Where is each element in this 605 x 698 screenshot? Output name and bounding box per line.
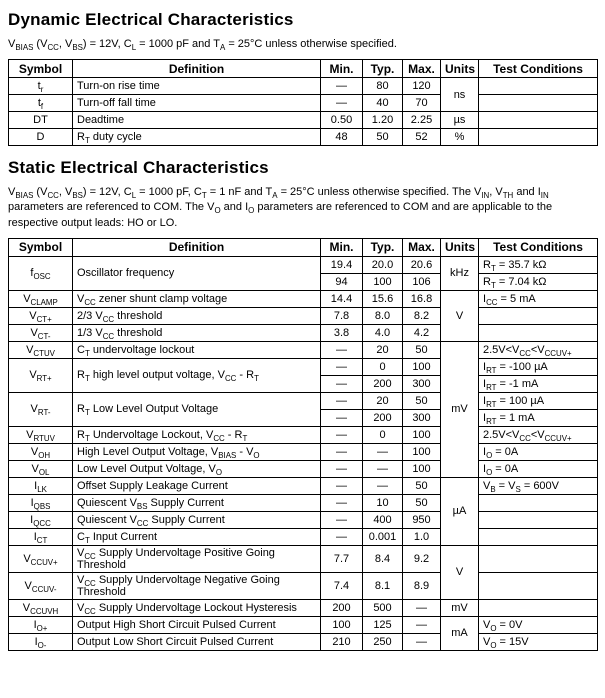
section-title: Dynamic Electrical Characteristics <box>8 10 294 29</box>
min-cell: 48 <box>321 129 363 146</box>
typ-cell: 40 <box>363 95 403 112</box>
max-cell: 9.2 <box>403 545 441 572</box>
test-conditions-cell: $2.5V<V_{CC}<V_{CCUV+}$ <box>479 341 598 358</box>
table-row <box>9 443 598 460</box>
typ-cell: 0 <box>363 358 403 375</box>
max-cell: 100 <box>403 460 441 477</box>
definition-cell: $V_{CC}$ Supply Undervoltage Negative Going Threshold <box>73 572 321 599</box>
header-definition: Definition <box>73 60 321 78</box>
symbol-cell: D <box>9 129 73 146</box>
header-max: Max. <box>403 60 441 78</box>
min-cell: — <box>321 528 363 545</box>
symbol-cell: $I_{O+}$ <box>9 616 73 633</box>
typ-cell: 80 <box>363 78 403 95</box>
table-row <box>9 129 598 146</box>
definition-cell: $V_{CC}$ zener shunt clamp voltage <box>73 290 321 307</box>
symbol-cell: $V_{RTUV}$ <box>9 426 73 443</box>
min-cell: 19.4 <box>321 256 363 273</box>
definition-cell: Offset Supply Leakage Current <box>73 477 321 494</box>
table-row <box>9 633 598 650</box>
symbol-cell: $V_{CTUV}$ <box>9 341 73 358</box>
min-cell: — <box>321 460 363 477</box>
static-characteristics-table <box>8 238 598 651</box>
symbol-cell: $V_{OH}$ <box>9 443 73 460</box>
units-cell: mV <box>441 341 479 477</box>
table-row <box>9 545 598 572</box>
symbol-cell: $t_r$ <box>9 78 73 95</box>
min-cell: 94 <box>321 273 363 290</box>
header-symbol: Symbol <box>9 238 73 256</box>
min-cell: 7.4 <box>321 572 363 599</box>
symbol-cell: $I_{LK}$ <box>9 477 73 494</box>
typ-cell: 8.1 <box>363 572 403 599</box>
max-cell: 100 <box>403 443 441 460</box>
header-units: Units <box>441 238 479 256</box>
table-row <box>9 511 598 528</box>
units-cell: mV <box>441 599 479 616</box>
test-conditions-cell: $2.5V<V_{CC}<V_{CCUV+}$ <box>479 426 598 443</box>
min-cell: — <box>321 375 363 392</box>
definition-cell: $R_T$ duty cycle <box>73 129 321 146</box>
table-header-row <box>9 238 598 256</box>
test-conditions-cell: $I_O = 0A$ <box>479 443 598 460</box>
typ-cell: 200 <box>363 375 403 392</box>
test-conditions-cell: $I_{CC} = 5$ mA <box>479 290 598 307</box>
min-cell: — <box>321 78 363 95</box>
max-cell: 50 <box>403 392 441 409</box>
definition-cell: $V_{CC}$ Supply Undervoltage Lockout Hysteresis <box>73 599 321 616</box>
table-row <box>9 616 598 633</box>
table-row <box>9 78 598 95</box>
table-row <box>9 95 598 112</box>
test-conditions-cell: $I_{RT} = -100$ µA <box>479 358 598 375</box>
test-conditions-cell: $V_B = V_S = 600V$ <box>479 477 598 494</box>
table-body <box>9 256 598 650</box>
symbol-cell: $f_{OSC}$ <box>9 256 73 290</box>
test-conditions-cell <box>479 528 598 545</box>
table-row <box>9 112 598 129</box>
table-row <box>9 477 598 494</box>
definition-cell: $V_{CC}$ Supply Undervoltage Positive Going Threshold <box>73 545 321 572</box>
test-conditions-cell <box>479 494 598 511</box>
max-cell: 50 <box>403 494 441 511</box>
definition-cell: Output Low Short Circuit Pulsed Current <box>73 633 321 650</box>
symbol-cell: $V_{CCUVH}$ <box>9 599 73 616</box>
min-cell: — <box>321 477 363 494</box>
symbol-cell: $V_{CT+}$ <box>9 307 73 324</box>
definition-cell: $R_T$ Low Level Output Voltage <box>73 392 321 426</box>
typ-cell: 500 <box>363 599 403 616</box>
datasheet-page <box>8 10 597 651</box>
table-row <box>9 324 598 341</box>
max-cell: — <box>403 599 441 616</box>
header-definition: Definition <box>73 238 321 256</box>
min-cell: 200 <box>321 599 363 616</box>
typ-cell: 15.6 <box>363 290 403 307</box>
max-cell: 100 <box>403 426 441 443</box>
header-symbol: Symbol <box>9 60 73 78</box>
section-note: $V_{BIAS}$ ($V_{CC}$, $V_{BS}) = 12V$, $C_L = 1000$ pF and $T_A = 25^\circ C$ unless otherwise specified. <box>8 38 397 53</box>
max-cell: 50 <box>403 341 441 358</box>
typ-cell: 200 <box>363 409 403 426</box>
max-cell: 8.2 <box>403 307 441 324</box>
min-cell: 210 <box>321 633 363 650</box>
header-typ: Typ. <box>363 238 403 256</box>
symbol-cell: $V_{RT-}$ <box>9 392 73 426</box>
table-row <box>9 307 598 324</box>
typ-cell: 400 <box>363 511 403 528</box>
test-conditions-cell <box>479 511 598 528</box>
max-cell: 300 <box>403 375 441 392</box>
test-conditions-cell: $I_{RT} = 1$ mA <box>479 409 598 426</box>
test-conditions-cell <box>479 307 598 324</box>
definition-cell: $R_T$ high level output voltage, $V_{CC} - R_T$ <box>73 358 321 392</box>
test-conditions-cell <box>479 572 598 599</box>
header-min: Min. <box>321 60 363 78</box>
header-units: Units <box>441 60 479 78</box>
symbol-cell: DT <box>9 112 73 129</box>
table-row <box>9 256 598 273</box>
test-conditions-cell <box>479 129 598 146</box>
max-cell: 2.25 <box>403 112 441 129</box>
min-cell: — <box>321 443 363 460</box>
min-cell: 100 <box>321 616 363 633</box>
max-cell: 4.2 <box>403 324 441 341</box>
test-conditions-cell <box>479 545 598 572</box>
test-conditions-cell: $R_T = 7.04$ kΩ <box>479 273 598 290</box>
min-cell: — <box>321 409 363 426</box>
test-conditions-cell: $I_O = 0A$ <box>479 460 598 477</box>
test-conditions-cell: $V_O = 15V$ <box>479 633 598 650</box>
definition-cell: Quiescent $V_{CC}$ Supply Current <box>73 511 321 528</box>
typ-cell: 125 <box>363 616 403 633</box>
units-cell: kHz <box>441 256 479 290</box>
max-cell: 8.9 <box>403 572 441 599</box>
units-cell: µA <box>441 477 479 545</box>
typ-cell: 8.0 <box>363 307 403 324</box>
max-cell: 950 <box>403 511 441 528</box>
static-characteristics-section <box>8 158 597 651</box>
max-cell: 50 <box>403 477 441 494</box>
table-row <box>9 290 598 307</box>
definition-cell: $C_T$ undervoltage lockout <box>73 341 321 358</box>
max-cell: 20.6 <box>403 256 441 273</box>
typ-cell: 20.0 <box>363 256 403 273</box>
typ-cell: 10 <box>363 494 403 511</box>
min-cell: 7.8 <box>321 307 363 324</box>
max-cell: 1.0 <box>403 528 441 545</box>
units-cell: µs <box>441 112 479 129</box>
min-cell: — <box>321 95 363 112</box>
typ-cell: — <box>363 443 403 460</box>
test-conditions-cell: $I_{RT} = -1$ mA <box>479 375 598 392</box>
typ-cell: — <box>363 477 403 494</box>
table-header-row <box>9 60 598 78</box>
typ-cell: 20 <box>363 392 403 409</box>
definition-cell: Low Level Output Voltage, $V_O$ <box>73 460 321 477</box>
test-conditions-cell <box>479 78 598 95</box>
definition-cell: $C_T$ Input Current <box>73 528 321 545</box>
header-max: Max. <box>403 238 441 256</box>
symbol-cell: $V_{CLAMP}$ <box>9 290 73 307</box>
units-cell: V <box>441 290 479 341</box>
table-row <box>9 460 598 477</box>
min-cell: — <box>321 511 363 528</box>
symbol-cell: $I_{QCC}$ <box>9 511 73 528</box>
test-conditions-cell <box>479 95 598 112</box>
symbol-cell: $V_{CCUV+}$ <box>9 545 73 572</box>
max-cell: 120 <box>403 78 441 95</box>
min-cell: 14.4 <box>321 290 363 307</box>
definition-cell: High Level Output Voltage, $V_{BIAS} - V_O$ <box>73 443 321 460</box>
symbol-cell: $V_{CT-}$ <box>9 324 73 341</box>
definition-cell: Oscillator frequency <box>73 256 321 290</box>
test-conditions-cell <box>479 599 598 616</box>
definition-cell: Deadtime <box>73 112 321 129</box>
min-cell: — <box>321 392 363 409</box>
table-row <box>9 572 598 599</box>
test-conditions-cell: $I_{RT} = 100$ µA <box>479 392 598 409</box>
min-cell: 3.8 <box>321 324 363 341</box>
definition-cell: Output High Short Circuit Pulsed Current <box>73 616 321 633</box>
max-cell: 16.8 <box>403 290 441 307</box>
min-cell: 0.50 <box>321 112 363 129</box>
units-cell: V <box>441 545 479 599</box>
definition-cell: $R_T$ Undervoltage Lockout, $V_{CC} - R_T$ <box>73 426 321 443</box>
test-conditions-cell: $R_T = 35.7$ kΩ <box>479 256 598 273</box>
table-row <box>9 341 598 358</box>
section-note: $V_{BIAS}$ ($V_{CC}$, $V_{BS}) = 12V$, $C_L = 1000$ pF, $C_T = 1$ nF and $T_A = 25^\circ C$ unless otherwise specified. The $V_{IN}$, $V_{TH}$ and $I_{IN}$ parameters are referenced to COM. The $V_O$ and $I_O$ parameters are referenced to COM and are applicable to the respective output leads: HO or LO. <box>8 186 553 229</box>
symbol-cell: $I_{O-}$ <box>9 633 73 650</box>
min-cell: 7.7 <box>321 545 363 572</box>
units-cell: ns <box>441 78 479 112</box>
definition-cell: Turn-off fall time <box>73 95 321 112</box>
section-title: Static Electrical Characteristics <box>8 158 269 178</box>
units-cell: mA <box>441 616 479 650</box>
test-conditions-cell <box>479 324 598 341</box>
typ-cell: — <box>363 460 403 477</box>
min-cell: — <box>321 426 363 443</box>
table-row <box>9 494 598 511</box>
definition-cell: Turn-on rise time <box>73 78 321 95</box>
typ-cell: 4.0 <box>363 324 403 341</box>
min-cell: — <box>321 494 363 511</box>
typ-cell: 0.001 <box>363 528 403 545</box>
max-cell: 106 <box>403 273 441 290</box>
symbol-cell: $I_{QBS}$ <box>9 494 73 511</box>
symbol-cell: $V_{OL}$ <box>9 460 73 477</box>
typ-cell: 100 <box>363 273 403 290</box>
header-typ: Typ. <box>363 60 403 78</box>
max-cell: — <box>403 633 441 650</box>
dynamic-characteristics-section <box>8 10 597 146</box>
typ-cell: 250 <box>363 633 403 650</box>
table-row <box>9 528 598 545</box>
symbol-cell: $I_{CT}$ <box>9 528 73 545</box>
definition-cell: Quiescent $V_{BS}$ Supply Current <box>73 494 321 511</box>
symbol-cell: $V_{CCUV-}$ <box>9 572 73 599</box>
typ-cell: 20 <box>363 341 403 358</box>
symbol-cell: $V_{RT+}$ <box>9 358 73 392</box>
typ-cell: 8.4 <box>363 545 403 572</box>
table-row <box>9 599 598 616</box>
header-min: Min. <box>321 238 363 256</box>
table-row <box>9 358 598 375</box>
max-cell: — <box>403 616 441 633</box>
definition-cell: 1/3 $V_{CC}$ threshold <box>73 324 321 341</box>
min-cell: — <box>321 341 363 358</box>
max-cell: 52 <box>403 129 441 146</box>
table-row <box>9 426 598 443</box>
max-cell: 70 <box>403 95 441 112</box>
units-cell: % <box>441 129 479 146</box>
table-body <box>9 78 598 146</box>
max-cell: 300 <box>403 409 441 426</box>
definition-cell: 2/3 $V_{CC}$ threshold <box>73 307 321 324</box>
max-cell: 100 <box>403 358 441 375</box>
table-row <box>9 392 598 409</box>
symbol-cell: $t_f$ <box>9 95 73 112</box>
header-test-conditions: Test Conditions <box>479 60 598 78</box>
dynamic-characteristics-table <box>8 59 598 146</box>
typ-cell: 50 <box>363 129 403 146</box>
typ-cell: 1.20 <box>363 112 403 129</box>
min-cell: — <box>321 358 363 375</box>
test-conditions-cell <box>479 112 598 129</box>
typ-cell: 0 <box>363 426 403 443</box>
test-conditions-cell: $V_O = 0V$ <box>479 616 598 633</box>
header-test-conditions: Test Conditions <box>479 238 598 256</box>
